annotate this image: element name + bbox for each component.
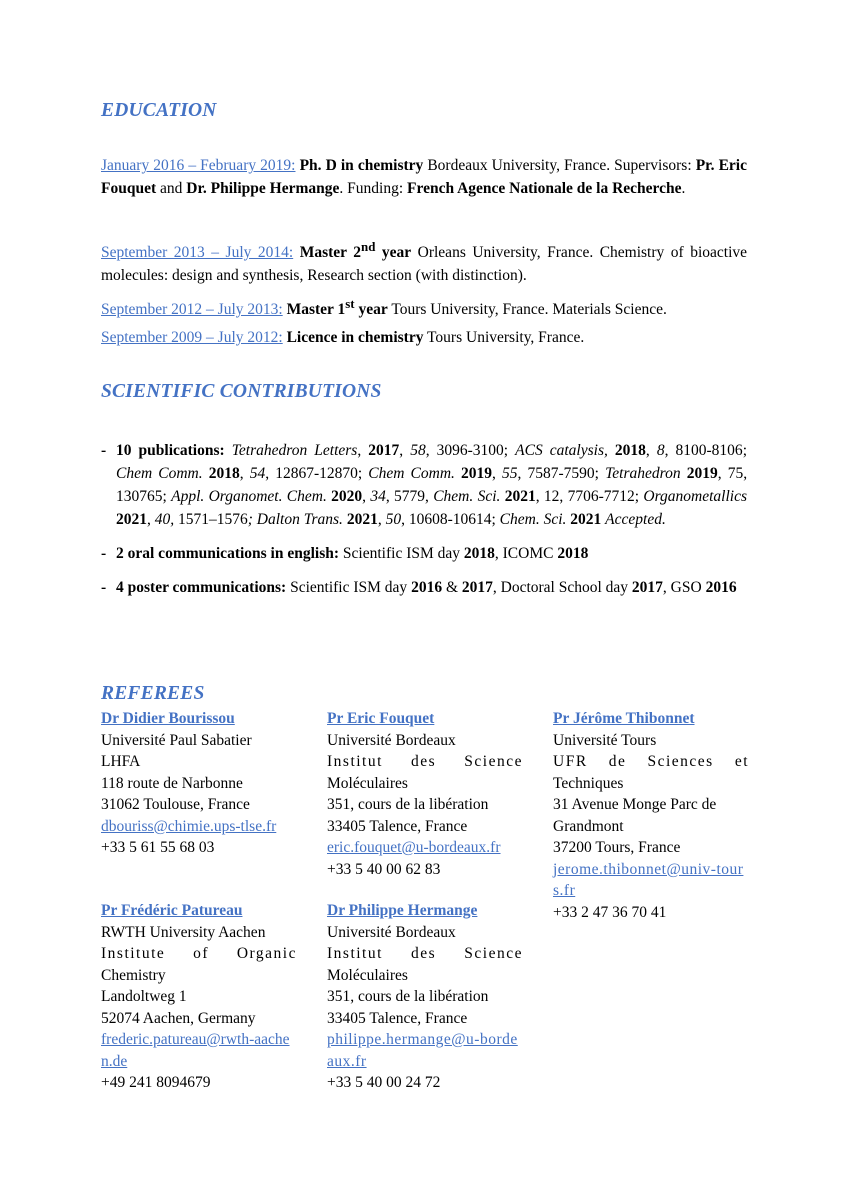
justified-line: Institute of Organic [101,945,297,962]
degree-title: Master 2nd year [299,239,412,262]
referee-email-link[interactable]: philippe.hermange@u-bordeaux.fr [327,1031,518,1070]
referee-name[interactable]: Pr Frédéric Patureau [101,902,243,919]
bullet-dash: - [101,545,107,562]
justified-line: Institut des Science [327,945,523,962]
education-date[interactable]: September 2012 – July 2013: [101,301,283,319]
education-item-master1: September 2012 – July 2013: Master 1st year Tours University, France. Materials Science. [101,296,667,319]
referee-card: Pr Jérôme Thibonnet Université Tours UFR de Sciences et Techniques 31 Avenue Monge Parc de Grandmont 37200 Tours, France jerome.thibonnet@univ-tours.fr +33 2 47 36 70 41 [553,708,749,923]
referee-card: Dr Philippe Hermange Université Bordeaux Institut des Science Moléculaires 351, cours de la libération 33405 Talence, France philippe.hermange@u-bordeaux.fr +33 5 40 00 24 72 [327,900,523,1094]
education-date[interactable]: January 2016 – February 2019: [101,157,296,174]
justified-line: Institut des Science [327,753,523,770]
degree-title: Master 1st year [286,296,388,319]
referee-phone: +33 5 40 00 24 72 [327,1074,441,1091]
education-date[interactable]: September 2009 – July 2012: [101,329,283,346]
degree-title: Ph. D in chemistry [299,157,424,174]
referee-name[interactable]: Dr Philippe Hermange [327,902,478,919]
publications-item: - 10 publications: Tetrahedron Letters, 2017, 58, 3096-3100; ACS catalysis, 2018, 8, 8100-8106; Chem Comm. 2018, 54, 12867-12870; Chem Comm. 2019, 55, 7587-7590; Tetrahedron 2019, 75, 130765; Appl. Organomet. Chem. 2020, 34, 5779, Chem. Sci. 2021, 12, 7706-7712; Organometallics 2021, 40, 1571–1576; Dalton Trans. 2021, 50, 10608-10614; Chem. Sci. 2021 Accepted. [101,439,747,531]
referee-phone: +49 241 8094679 [101,1074,211,1091]
referee-email-link[interactable]: frederic.patureau@rwth-aachen.de [101,1031,290,1070]
referee-card: Pr Frédéric Patureau RWTH University Aachen Institute of Organic Chemistry Landoltweg 1 52074 Aachen, Germany frederic.patureau@rwth-aachen.de +49 241 8094679 [101,900,297,1094]
referee-name[interactable]: Pr Jérôme Thibonnet [553,710,695,727]
education-date[interactable]: September 2013 – July 2014: [101,244,294,262]
referee-name[interactable]: Pr Eric Fouquet [327,710,435,727]
referee-card: Pr Eric Fouquet Université Bordeaux Institut des Science Moléculaires 351, cours de la libération 33405 Talence, France eric.fouquet@u-bordeaux.fr +33 5 40 00 62 83 [327,708,523,880]
bullet-dash: - [101,442,107,459]
bullet-dash: - [101,579,107,596]
justified-line: UFR de Sciences et [553,753,749,770]
referee-email-link[interactable]: jerome.thibonnet@univ-tours.fr [553,860,744,899]
referees-heading: REFEREES [101,683,205,704]
supervisor-name: Dr. Philippe Hermange [186,180,340,197]
referee-phone: +33 5 40 00 62 83 [327,860,441,878]
degree-title: Licence in chemistry [286,329,424,346]
oral-communications-item: - 2 oral communications in english: Scientific ISM day 2018, ICOMC 2018 [101,542,747,565]
education-heading: EDUCATION [101,100,217,121]
funding-agency: French Agence Nationale de la Recherche [407,180,682,197]
referee-email-link[interactable]: dbouriss@chimie.ups-tlse.fr [101,817,277,835]
supervisor-name: Pr. Eric Fouquet [101,157,747,197]
referee-email-link[interactable]: eric.fouquet@u-bordeaux.fr [327,839,501,856]
education-item-phd: January 2016 – February 2019: Ph. D in chemistry Bordeaux University, France. Supervisors: Pr. Eric Fouquet and Dr. Philippe Hermange. Funding: French Agence Nationale de la Recherche. [101,157,747,197]
poster-communications-item: - 4 poster communications: Scientific ISM day 2016 & 2017, Doctoral School day 2017, GSO 2016 [101,576,747,599]
contributions-heading: SCIENTIFIC CONTRIBUTIONS [101,381,382,402]
education-item-licence: September 2009 – July 2012: Licence in chemistry Tours University, France. [101,329,585,346]
referee-phone: +33 2 47 36 70 41 [553,903,667,921]
referee-name[interactable]: Dr Didier Bourissou [101,710,235,727]
referee-card: Dr Didier Bourissou Université Paul Sabatier LHFA 118 route de Narbonne 31062 Toulouse, France dbouriss@chimie.ups-tlse.fr +33 5 61 55 68 03 [101,708,297,859]
education-item-master2: September 2013 – July 2014: Master 2nd year Orleans University, France. Chemistry of bioactive molecules: design and synthesis, Research section (with distinction). [101,239,748,285]
contributions-list [101,439,747,599]
referee-phone: +33 5 61 55 68 03 [101,839,215,856]
